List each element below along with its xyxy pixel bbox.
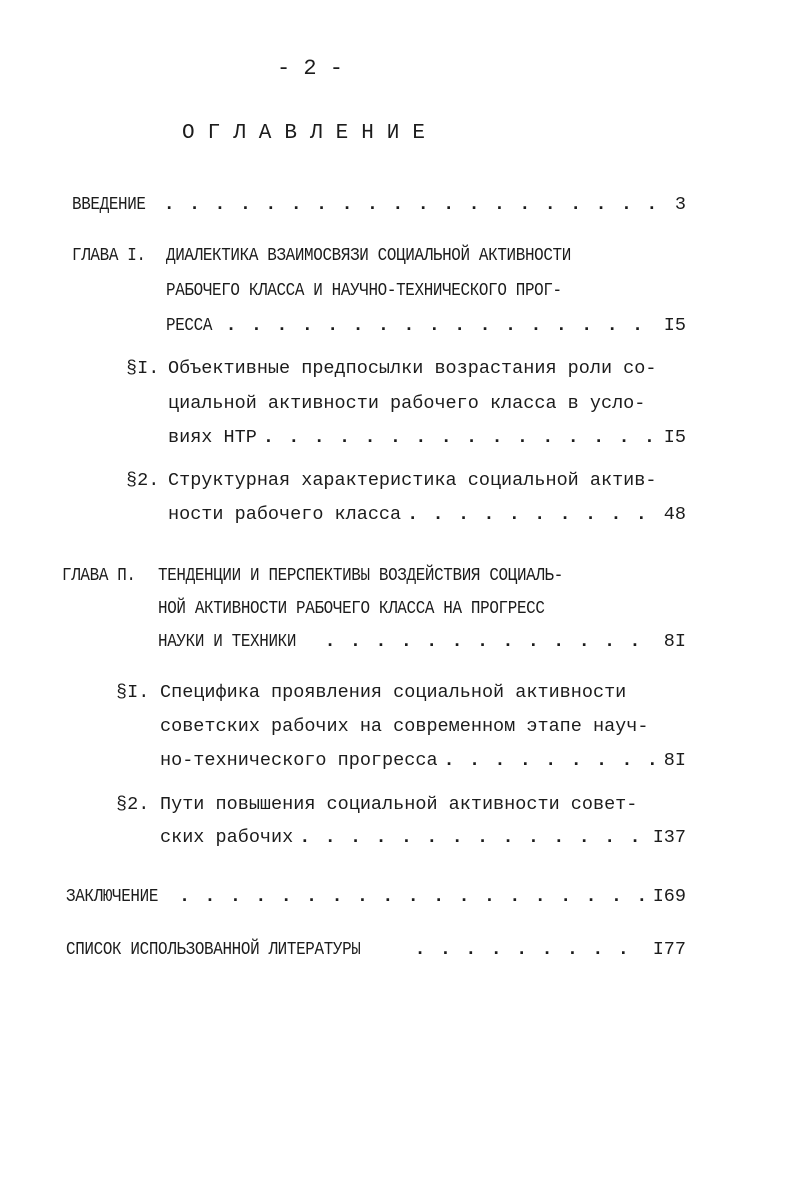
section-title-line-2: ности рабочего класса . . . 48: [168, 503, 686, 527]
dot-leader: [325, 630, 654, 654]
toc-page-number: 3: [674, 194, 686, 215]
section-title-line-1: Объективные предпосылки возрастания роли со-: [168, 358, 657, 379]
dot-leader: [263, 426, 654, 450]
dot-leader: [226, 314, 654, 338]
section-title-line-3: виях НТР . . . I5: [168, 426, 686, 450]
toc-entry-intro[interactable]: [72, 193, 686, 217]
chapter-label: ГЛАВА П.: [62, 565, 136, 586]
toc-entry-conclusion[interactable]: [66, 885, 686, 909]
toc-page-number: I5: [663, 427, 686, 448]
dot-leader: [179, 885, 647, 909]
chapter-title-line-1: ТЕНДЕНЦИИ И ПЕРСПЕКТИВЫ ВОЗДЕЙСТВИЯ СОЦИАЛЬ-: [158, 565, 563, 586]
page-title: ОГЛАВЛЕНИЕ: [181, 122, 439, 145]
dot-leader: [299, 826, 646, 850]
section-label: §I.: [126, 358, 160, 379]
page-number: - 2 -: [276, 56, 343, 81]
dot-leader: [414, 938, 646, 962]
toc-entry-bibliography[interactable]: [66, 938, 686, 962]
toc-page-number: I5: [663, 315, 686, 336]
toc-entry-title: ВВЕДЕНИЕ: [72, 194, 146, 215]
section-title-line-1: Структурная характеристика социальной актив-: [168, 470, 657, 491]
toc-page-number: I37: [652, 827, 686, 848]
section-label: §I.: [116, 682, 150, 703]
section-label: §2.: [116, 794, 150, 815]
dot-leader: [407, 503, 654, 527]
toc-page-number: 8I: [663, 750, 686, 771]
toc-page-number: I69: [652, 886, 686, 907]
dot-leader: [444, 749, 654, 773]
chapter-title-line-2: РАБОЧЕГО КЛАССА И НАУЧНО-ТЕХНИЧЕСКОГО ПРОГ-: [166, 280, 562, 301]
chapter-label: ГЛАВА I.: [72, 245, 146, 266]
toc-page-number: I77: [652, 939, 686, 960]
chapter-title-line-3: НАУКИ И ТЕХНИКИ . . . 8I: [158, 630, 686, 654]
section-label: §2.: [126, 470, 160, 491]
chapter-title-line-2: НОЙ АКТИВНОСТИ РАБОЧЕГО КЛАССА НА ПРОГРЕСС: [158, 598, 545, 619]
toc-entry-title: ЗАКЛЮЧЕНИЕ: [66, 886, 159, 907]
section-title-line-2: ских рабочих . . . I37: [160, 826, 686, 850]
chapter-title-line-3: РЕССА . . . I5: [166, 314, 686, 338]
section-title-line-3: но-технического прогресса . . . 8I: [160, 749, 686, 773]
toc-entry-title: СПИСОК ИСПОЛЬЗОВАННОЙ ЛИТЕРАТУРЫ: [66, 939, 361, 960]
section-title-line-1: Специфика проявления социальной активности: [160, 682, 627, 703]
section-title-line-2: циальной активности рабочего класса в усло-: [168, 393, 646, 414]
chapter-title-line-1: ДИАЛЕКТИКА ВЗАИМОСВЯЗИ СОЦИАЛЬНОЙ АКТИВНОСТИ: [166, 245, 571, 266]
dot-leader: [164, 193, 654, 217]
section-title-line-2: советских рабочих на современном этапе науч-: [160, 716, 649, 737]
toc-page-number: 8I: [663, 631, 686, 652]
toc-page-number: 48: [663, 504, 686, 525]
section-title-line-1: Пути повышения социальной активности совет-: [160, 794, 638, 815]
